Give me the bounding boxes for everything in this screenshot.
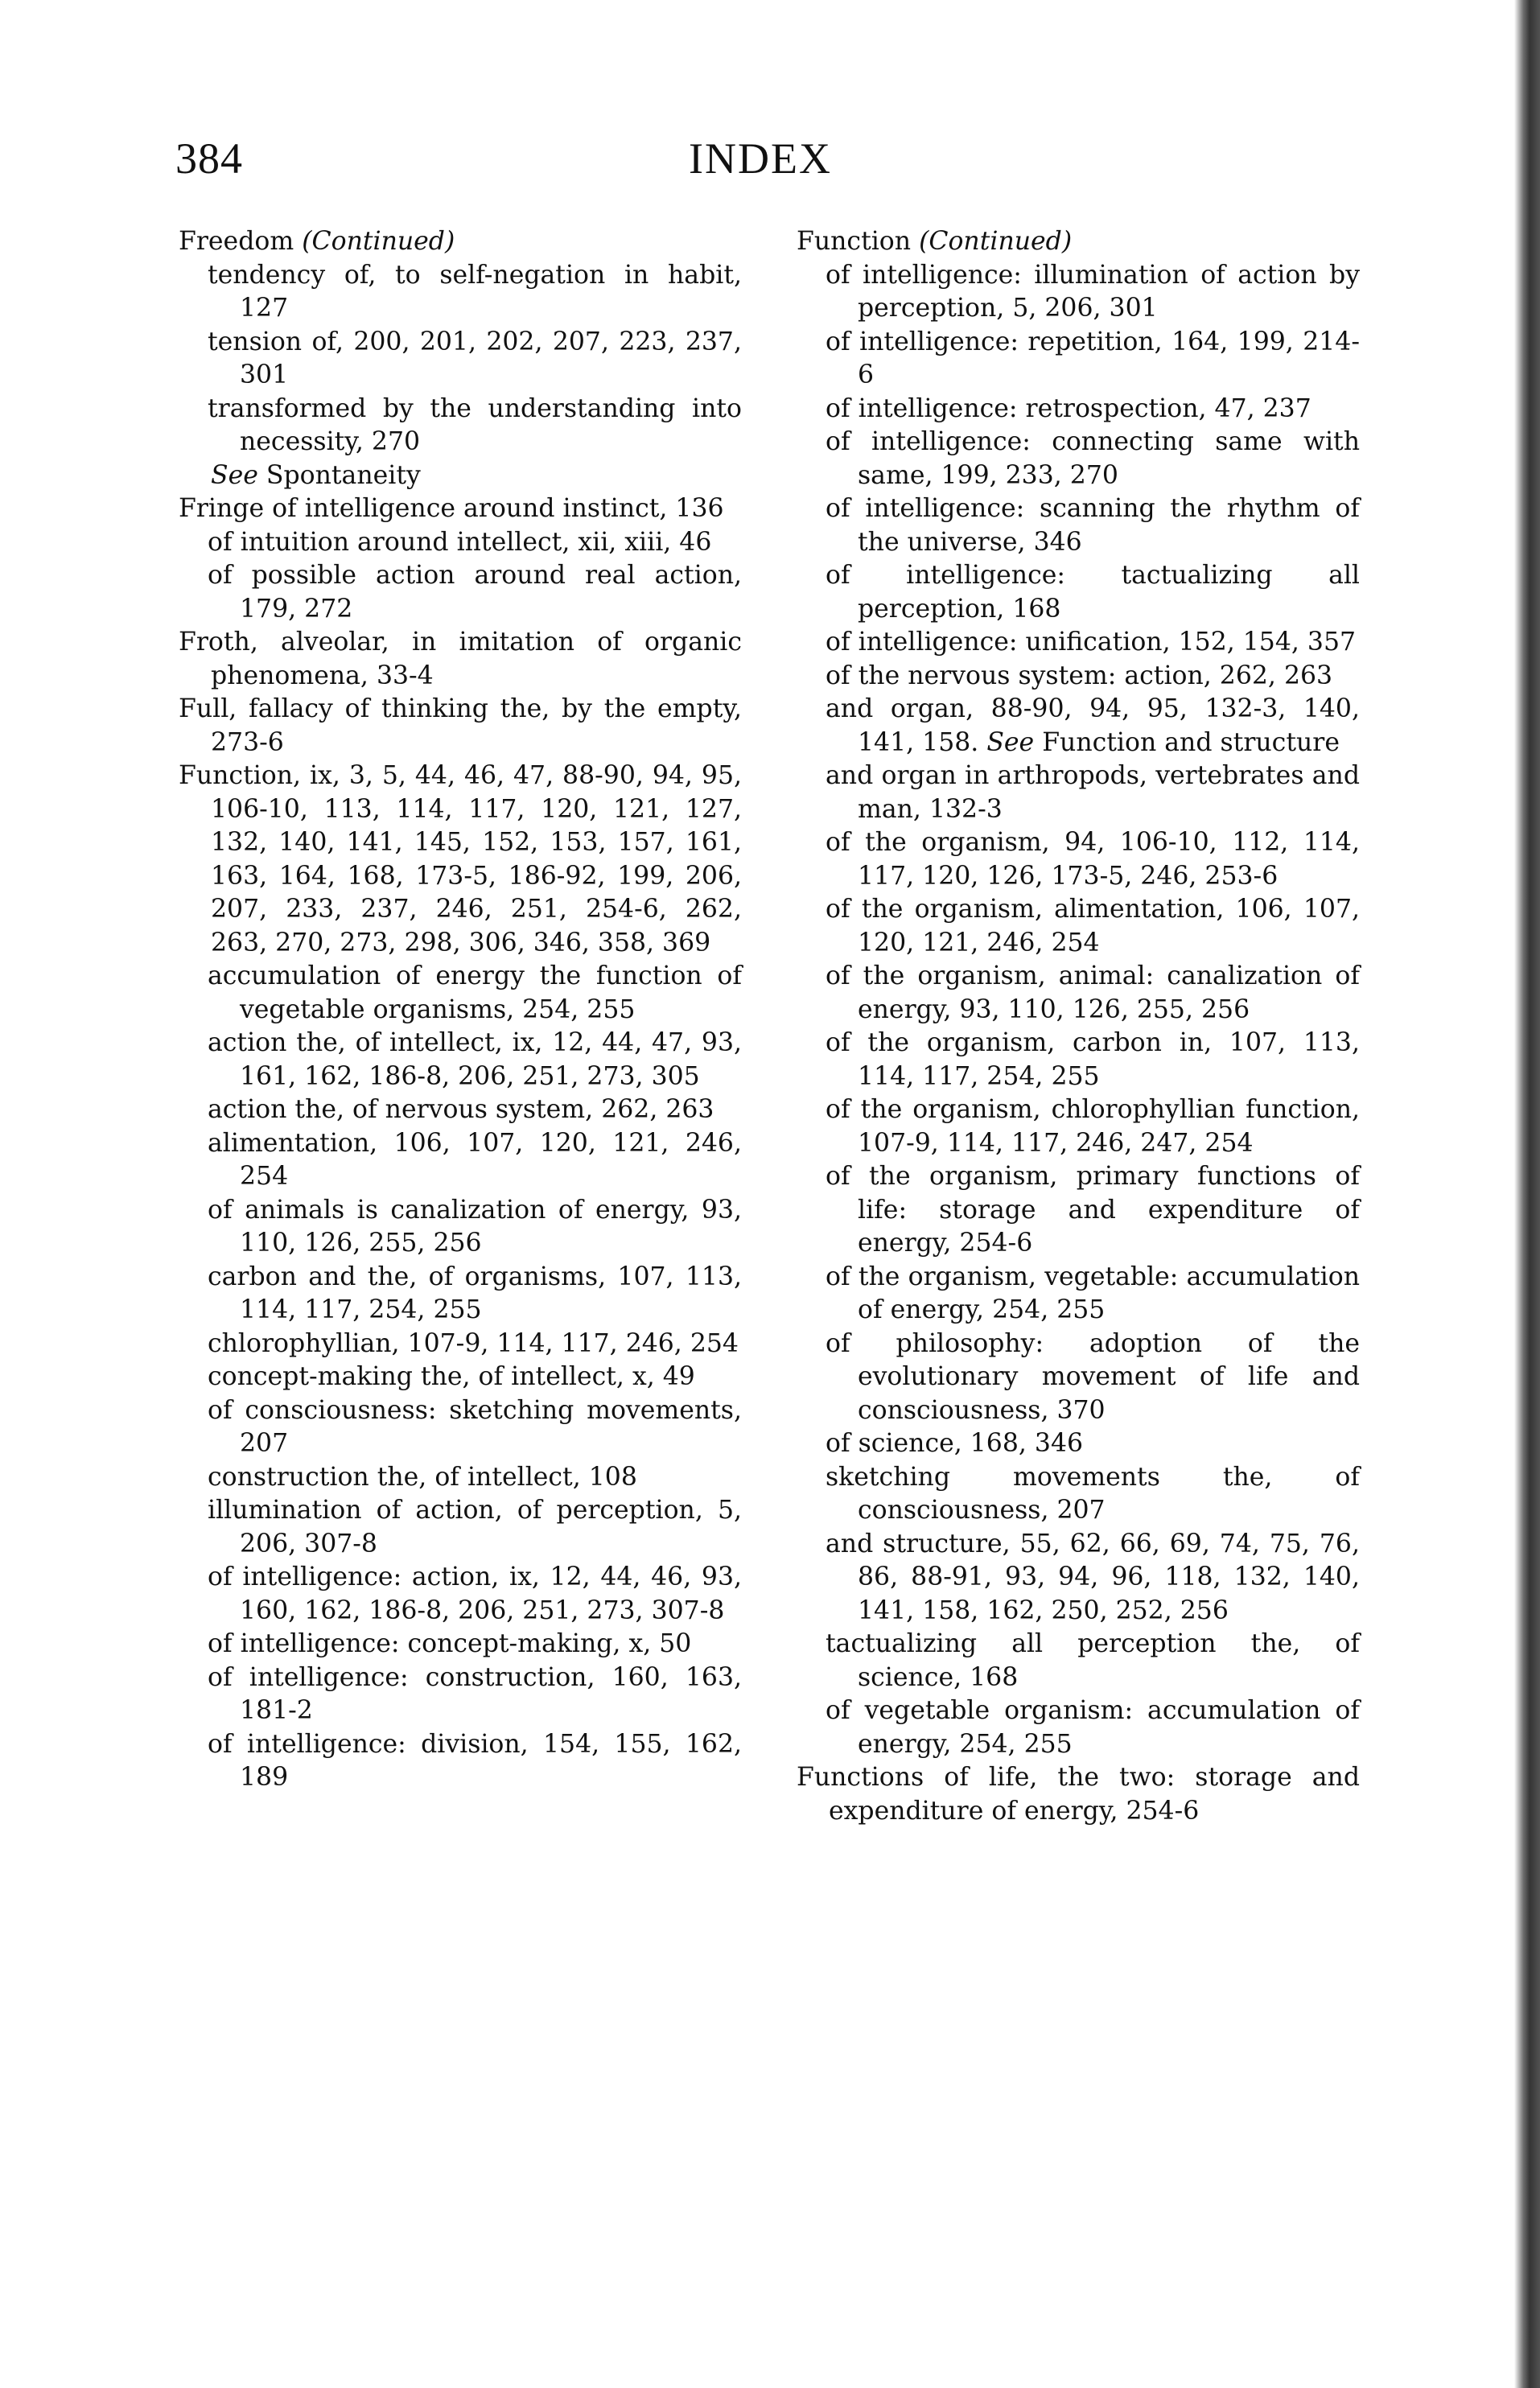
index-subentry: concept-making the, of intellect, x, 49: [208, 1362, 695, 1391]
index-subentry: tendency of, to self-negation in habit, 127: [208, 260, 742, 323]
index-subentry: of animals is canalization of energy, 93, 110, 126, 255, 256: [208, 1195, 742, 1258]
index-subentry: and organ in arthropods, vertebrates and man, 132-3: [826, 761, 1360, 824]
index-subentry: chlorophyllian, 107-9, 114, 117, 246, 254: [208, 1328, 739, 1358]
see-target: Function and structure: [1034, 727, 1340, 757]
index-column-right: [797, 225, 1360, 1828]
index-subentry: accumulation of energy the function of vegetable organisms, 254, 255: [208, 961, 742, 1024]
index-subentry: of intelligence: scanning the rhythm of the universe, 346: [826, 494, 1360, 557]
index-subentry: of intelligence: construction, 160, 163, 181-2: [208, 1662, 742, 1725]
index-subentry: of intelligence: division, 154, 155, 162, 189: [208, 1729, 742, 1792]
index-subentry: tactualizing all perception the, of science, 168: [826, 1629, 1360, 1692]
see-label: See: [211, 460, 258, 490]
index-subentry: carbon and the, of organisms, 107, 113, 114, 117, 254, 255: [208, 1262, 742, 1324]
index-subentry: transformed by the understanding into necessity, 270: [208, 393, 742, 456]
index-subentry: action the, of intellect, ix, 12, 44, 47, 93, 161, 162, 186-8, 206, 251, 273, 305: [208, 1028, 742, 1091]
index-column-left: [179, 225, 742, 1795]
index-subentry: of the nervous system: action, 262, 263: [826, 661, 1333, 690]
index-subentry: of vegetable organism: accumulation of energy, 254, 255: [826, 1696, 1360, 1759]
index-subentry: tension of, 200, 201, 202, 207, 223, 237, 301: [208, 327, 742, 389]
index-subentry: of the organism, vegetable: accumulation of energy, 254, 255: [826, 1262, 1360, 1324]
index-subentry: and structure, 55, 62, 66, 69, 74, 75, 76, 86, 88-91, 93, 94, 96, 118, 132, 140, 141, 158, 162, 250, 252, 256: [826, 1529, 1360, 1625]
index-subentry: of philosophy: adoption of the evolutionary movement of life and consciousness, 370: [826, 1328, 1360, 1425]
index-subentry: of the organism, animal: canalization of energy, 93, 110, 126, 255, 256: [826, 961, 1360, 1024]
index-subentry: of intelligence: illumination of action by perception, 5, 206, 301: [826, 260, 1360, 323]
running-head: INDEX: [689, 134, 832, 183]
see-label: See: [986, 727, 1035, 757]
see-target: Spontaneity: [257, 460, 421, 490]
index-subentry: construction the, of intellect, 108: [208, 1462, 637, 1492]
index-subentry: of intelligence: repetition, 164, 199, 214-6: [826, 327, 1360, 389]
index-subentry: of intuition around intellect, xii, xiii, 46: [208, 527, 712, 557]
index-subentry: of intelligence: connecting same with same, 199, 233, 270: [826, 427, 1360, 490]
index-subentry: of science, 168, 346: [826, 1429, 1084, 1458]
index-subentry: of the organism, carbon in, 107, 113, 114, 117, 254, 255: [826, 1028, 1360, 1091]
index-subentry: of intelligence: action, ix, 12, 44, 46, 93, 160, 162, 186-8, 206, 251, 273, 307-8: [208, 1562, 742, 1625]
index-entry-heading: [797, 225, 1360, 259]
see-reference: [179, 459, 742, 493]
entry-head-text: Freedom: [179, 227, 303, 256]
index-subentry: of consciousness: sketching movements, 207: [208, 1395, 742, 1458]
index-subentry: sketching movements the, of consciousness, 207: [826, 1462, 1360, 1525]
page-number: 384: [175, 134, 243, 183]
index-entry: Full, fallacy of thinking the, by the empty, 273-6: [179, 694, 742, 757]
index-subentry: of the organism, 94, 106-10, 112, 114, 117, 120, 126, 173-5, 246, 253-6: [826, 828, 1360, 891]
index-entry: Fringe of intelligence around instinct, 136: [179, 494, 724, 523]
index-subentry: of possible action around real action, 179, 272: [208, 561, 742, 624]
index-subentry: alimentation, 106, 107, 120, 121, 246, 254: [208, 1128, 742, 1191]
index-entry: Functions of life, the two: storage and expenditure of energy, 254-6: [797, 1763, 1360, 1826]
index-subentry: of intelligence: retrospection, 47, 237: [826, 393, 1311, 423]
index-entry: Froth, alveolar, in imitation of organic phenomena, 33-4: [179, 628, 742, 690]
index-subentry: of intelligence: tactualizing all perception, 168: [826, 561, 1360, 624]
index-entry-heading: [179, 225, 742, 259]
index-subentry: illumination of action, of perception, 5, 206, 307-8: [208, 1496, 742, 1558]
index-subentry: action the, of nervous system, 262, 263: [208, 1095, 714, 1124]
subentry-text: and organ, 88-90, 94, 95, 132-3, 140, 141, 158.: [826, 694, 1360, 757]
index-subentry: [797, 693, 1360, 760]
continued-label: (Continued): [302, 227, 455, 256]
scanned-page-edge: [1514, 0, 1540, 2388]
index-subentry: of the organism, primary functions of life: storage and expenditure of energy, 254-6: [826, 1162, 1360, 1258]
index-subentry: of intelligence: concept-making, x, 50: [208, 1629, 692, 1658]
index-subentry: of intelligence: unification, 152, 154, 357: [826, 628, 1357, 657]
index-subentry: of the organism, chlorophyllian function, 107-9, 114, 117, 246, 247, 254: [826, 1095, 1360, 1158]
continued-label: (Continued): [919, 227, 1073, 256]
index-subentry: of the organism, alimentation, 106, 107, 120, 121, 246, 254: [826, 895, 1360, 957]
entry-head-text: Function: [797, 227, 920, 256]
index-entry: Function, ix, 3, 5, 44, 46, 47, 88-90, 94, 95, 106-10, 113, 114, 117, 120, 121, 127, 132, 140, 141, 145, 152, 153, 157, 161, 163, 164, 168, 173-5, 186-92, 199, 206, 207, 233, 237, 246, 251, 254-6, 262, 263, 270, 273, 298, 306, 346, 358, 369: [179, 761, 742, 957]
